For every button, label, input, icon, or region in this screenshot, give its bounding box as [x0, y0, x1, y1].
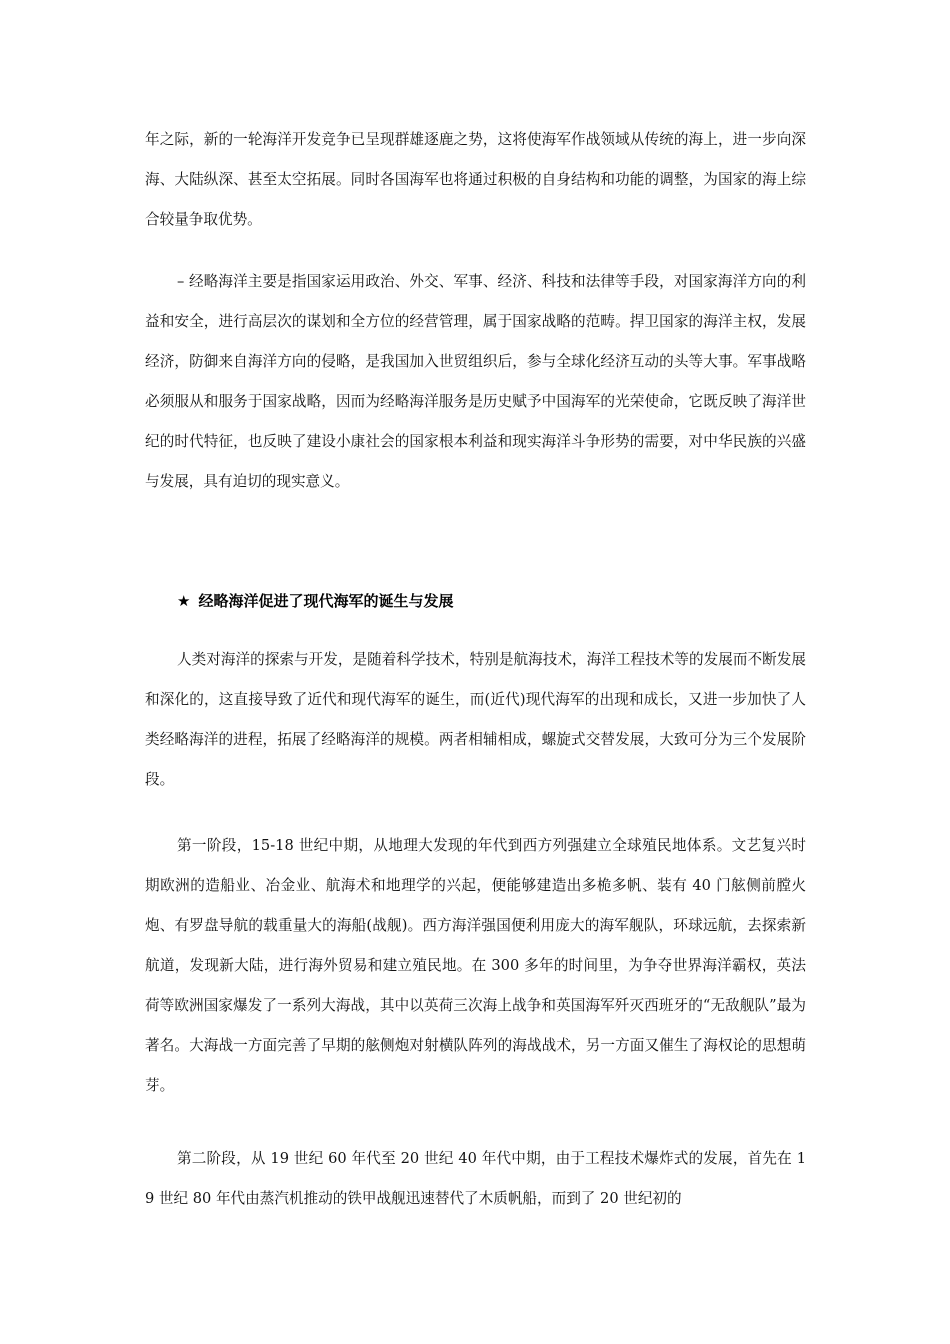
paragraph-exploration: 人类对海洋的探索与开发，是随着科学技术，特别是航海技术，海洋工程技术等的发展而不断发展和深化的，这直接导致了近代和现代海军的诞生，而(近代)现代海军的出现和成长，又进一步加快了人类经略海洋的进程，拓展了经略海洋的规模。两者相辅相成，螺旋式交替发展，大致可分为三个发展阶段。 [145, 651, 806, 788]
section-heading [177, 581, 806, 621]
paragraph-continuation: 年之际，新的一轮海洋开发竞争已呈现群雄逐鹿之势，这将使海军作战领域从传统的海上，进一步向深海、大陆纵深、甚至太空拓展。同时各国海军也将通过积极的自身结构和功能的调整，为国家的海上综合较量争取优势。 [145, 131, 806, 228]
paragraph-stage-two: 第二阶段，从 19 世纪 60 年代至 20 世纪 40 年代中期，由于工程技术爆炸式的发展，首先在 19 世纪 80 年代由蒸汽机推动的铁甲战舰迅速替代了木质帆船，而到了 20 世纪初的 [145, 1150, 806, 1207]
star-icon: ★ [177, 592, 191, 610]
paragraph-maritime-strategy: – 经略海洋主要是指国家运用政治、外交、军事、经济、科技和法律等手段，对国家海洋方向的利益和安全，进行高层次的谋划和全方位的经营管理，属于国家战略的范畴。捍卫国家的海洋主权，发展经济，防御来自海洋方向的侵略，是我国加入世贸组织后，参与全球化经济互动的头等大事。军事战略必须服从和服务于国家战略，因而为经略海洋服务是历史赋予中国海军的光荣使命，它既反映了海洋世纪的时代特征，也反映了建设小康社会的国家根本利益和现实海洋斗争形势的需要，对中华民族的兴盛与发展，具有迫切的现实意义。 [145, 273, 806, 490]
section-heading-text: 经略海洋促进了现代海军的诞生与发展 [198, 592, 454, 610]
paragraph-stage-one: 第一阶段，15-18 世纪中期，从地理大发现的年代到西方列强建立全球殖民地体系。文艺复兴时期欧洲的造船业、冶金业、航海术和地理学的兴起，便能够建造出多桅多帆、装有 40 门舷侧前膛火炮、有罗盘导航的载重量大的海船(战舰)。西方海洋强国便利用庞大的海军舰队，环球远航，去探索新航道，发现新大陆，进行海外贸易和建立殖民地。在 300 多年的时间里，为争夺世界海洋霸权，英法荷等欧洲国家爆发了一系列大海战，其中以英荷三次海上战争和英国海军歼灭西班牙的“无敌舰队”最为著名。大海战一方面完善了早期的舷侧炮对射横队阵列的海战战术，另一方面又催生了海权论的思想萌芽。 [145, 837, 806, 1094]
